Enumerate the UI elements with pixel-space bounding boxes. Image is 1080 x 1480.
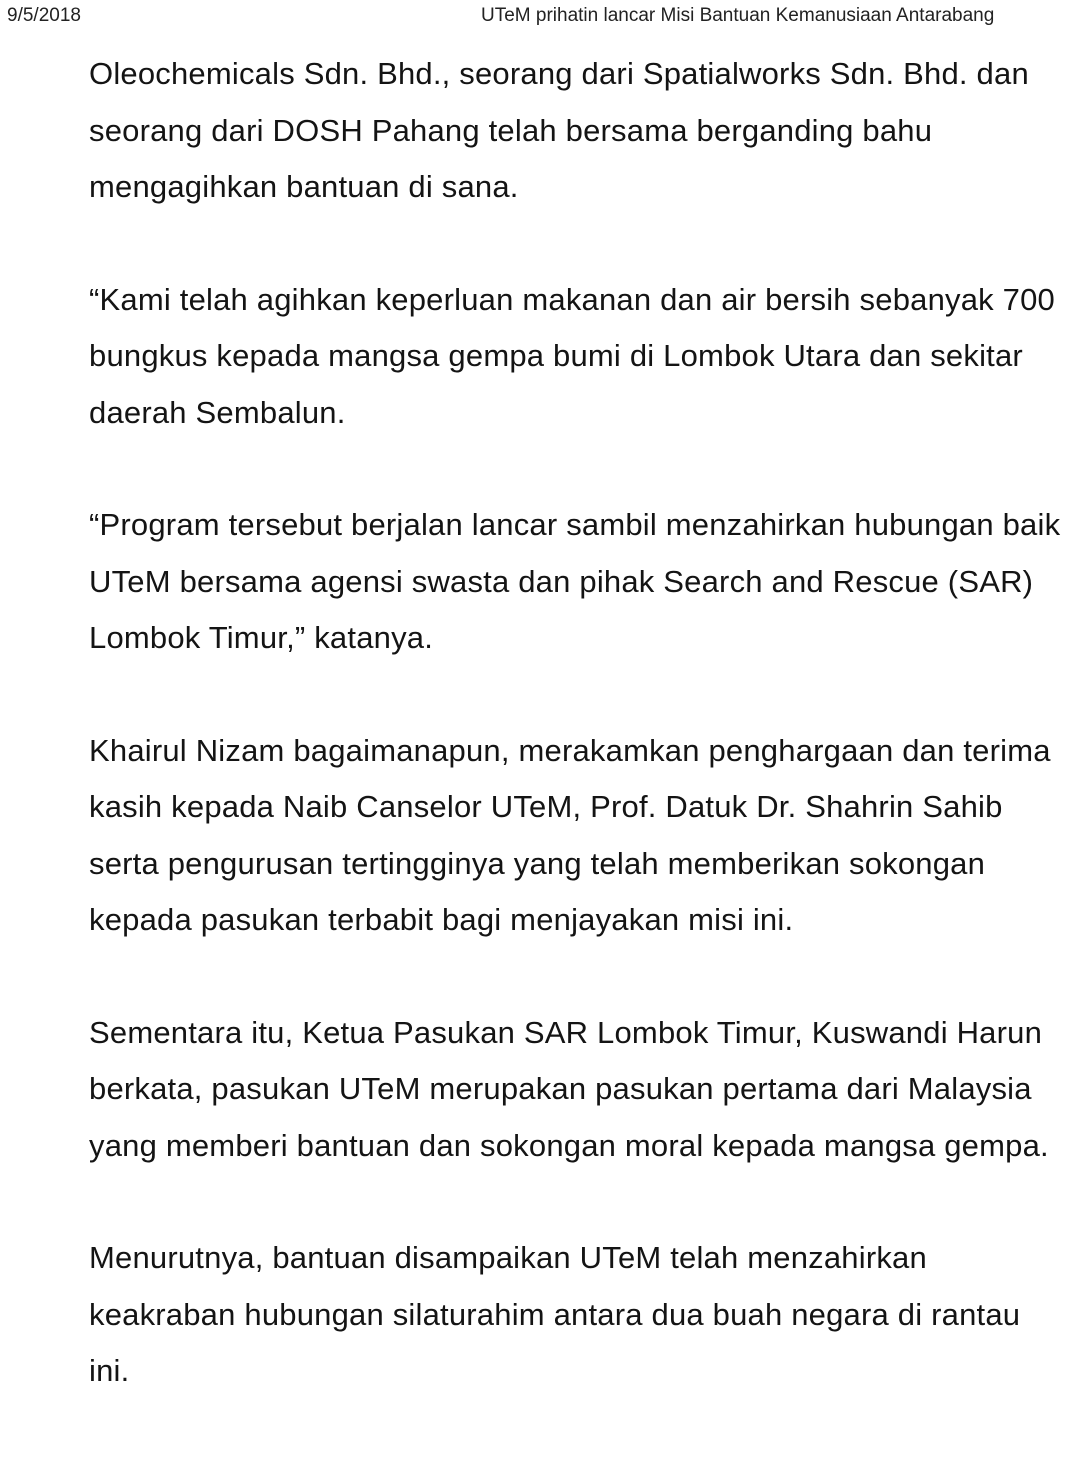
article-body [89, 46, 1064, 1400]
print-date: 9/5/2018 [7, 5, 81, 26]
paragraph: Sementara itu, Ketua Pasukan SAR Lombok Timur, Kuswandi Harun berkata, pasukan UTeM merupakan pasukan pertama dari Malaysia yang memberi bantuan dan sokongan moral kepada mangsa gempa. [89, 1014, 1049, 1163]
paragraph: Oleochemicals Sdn. Bhd., seorang dari Spatialworks Sdn. Bhd. dan seorang dari DOSH Pahang telah bersama berganding bahu mengagihkan bantuan di sana. [89, 56, 1029, 204]
paragraph: “Program tersebut berjalan lancar sambil menzahirkan hubungan baik UTeM bersama agensi swasta dan pihak Search and Rescue (SAR) Lombok Timur,” katanya. [89, 507, 1061, 655]
page-title: UTeM prihatin lancar Misi Bantuan Kemanusiaan Antarabang [481, 5, 995, 26]
paragraph: Khairul Nizam bagaimanapun, merakamkan penghargaan dan terima kasih kepada Naib Canselor UTeM, Prof. Datuk Dr. Shahrin Sahib serta pengurusan tertingginya yang telah memberikan sokongan kepada pasukan terbabit bagi menjayakan misi ini. [89, 732, 1051, 937]
print-header [0, 4, 1080, 28]
paragraph: Menurutnya, bantuan disampaikan UTeM telah menzahirkan keakraban hubungan silaturahim antara dua buah negara di rantau ini. [89, 1240, 1021, 1388]
paragraph: “Kami telah agihkan keperluan makanan dan air bersih sebanyak 700 bungkus kepada mangsa gempa bumi di Lombok Utara dan sekitar daerah Sembalun. [89, 281, 1055, 430]
